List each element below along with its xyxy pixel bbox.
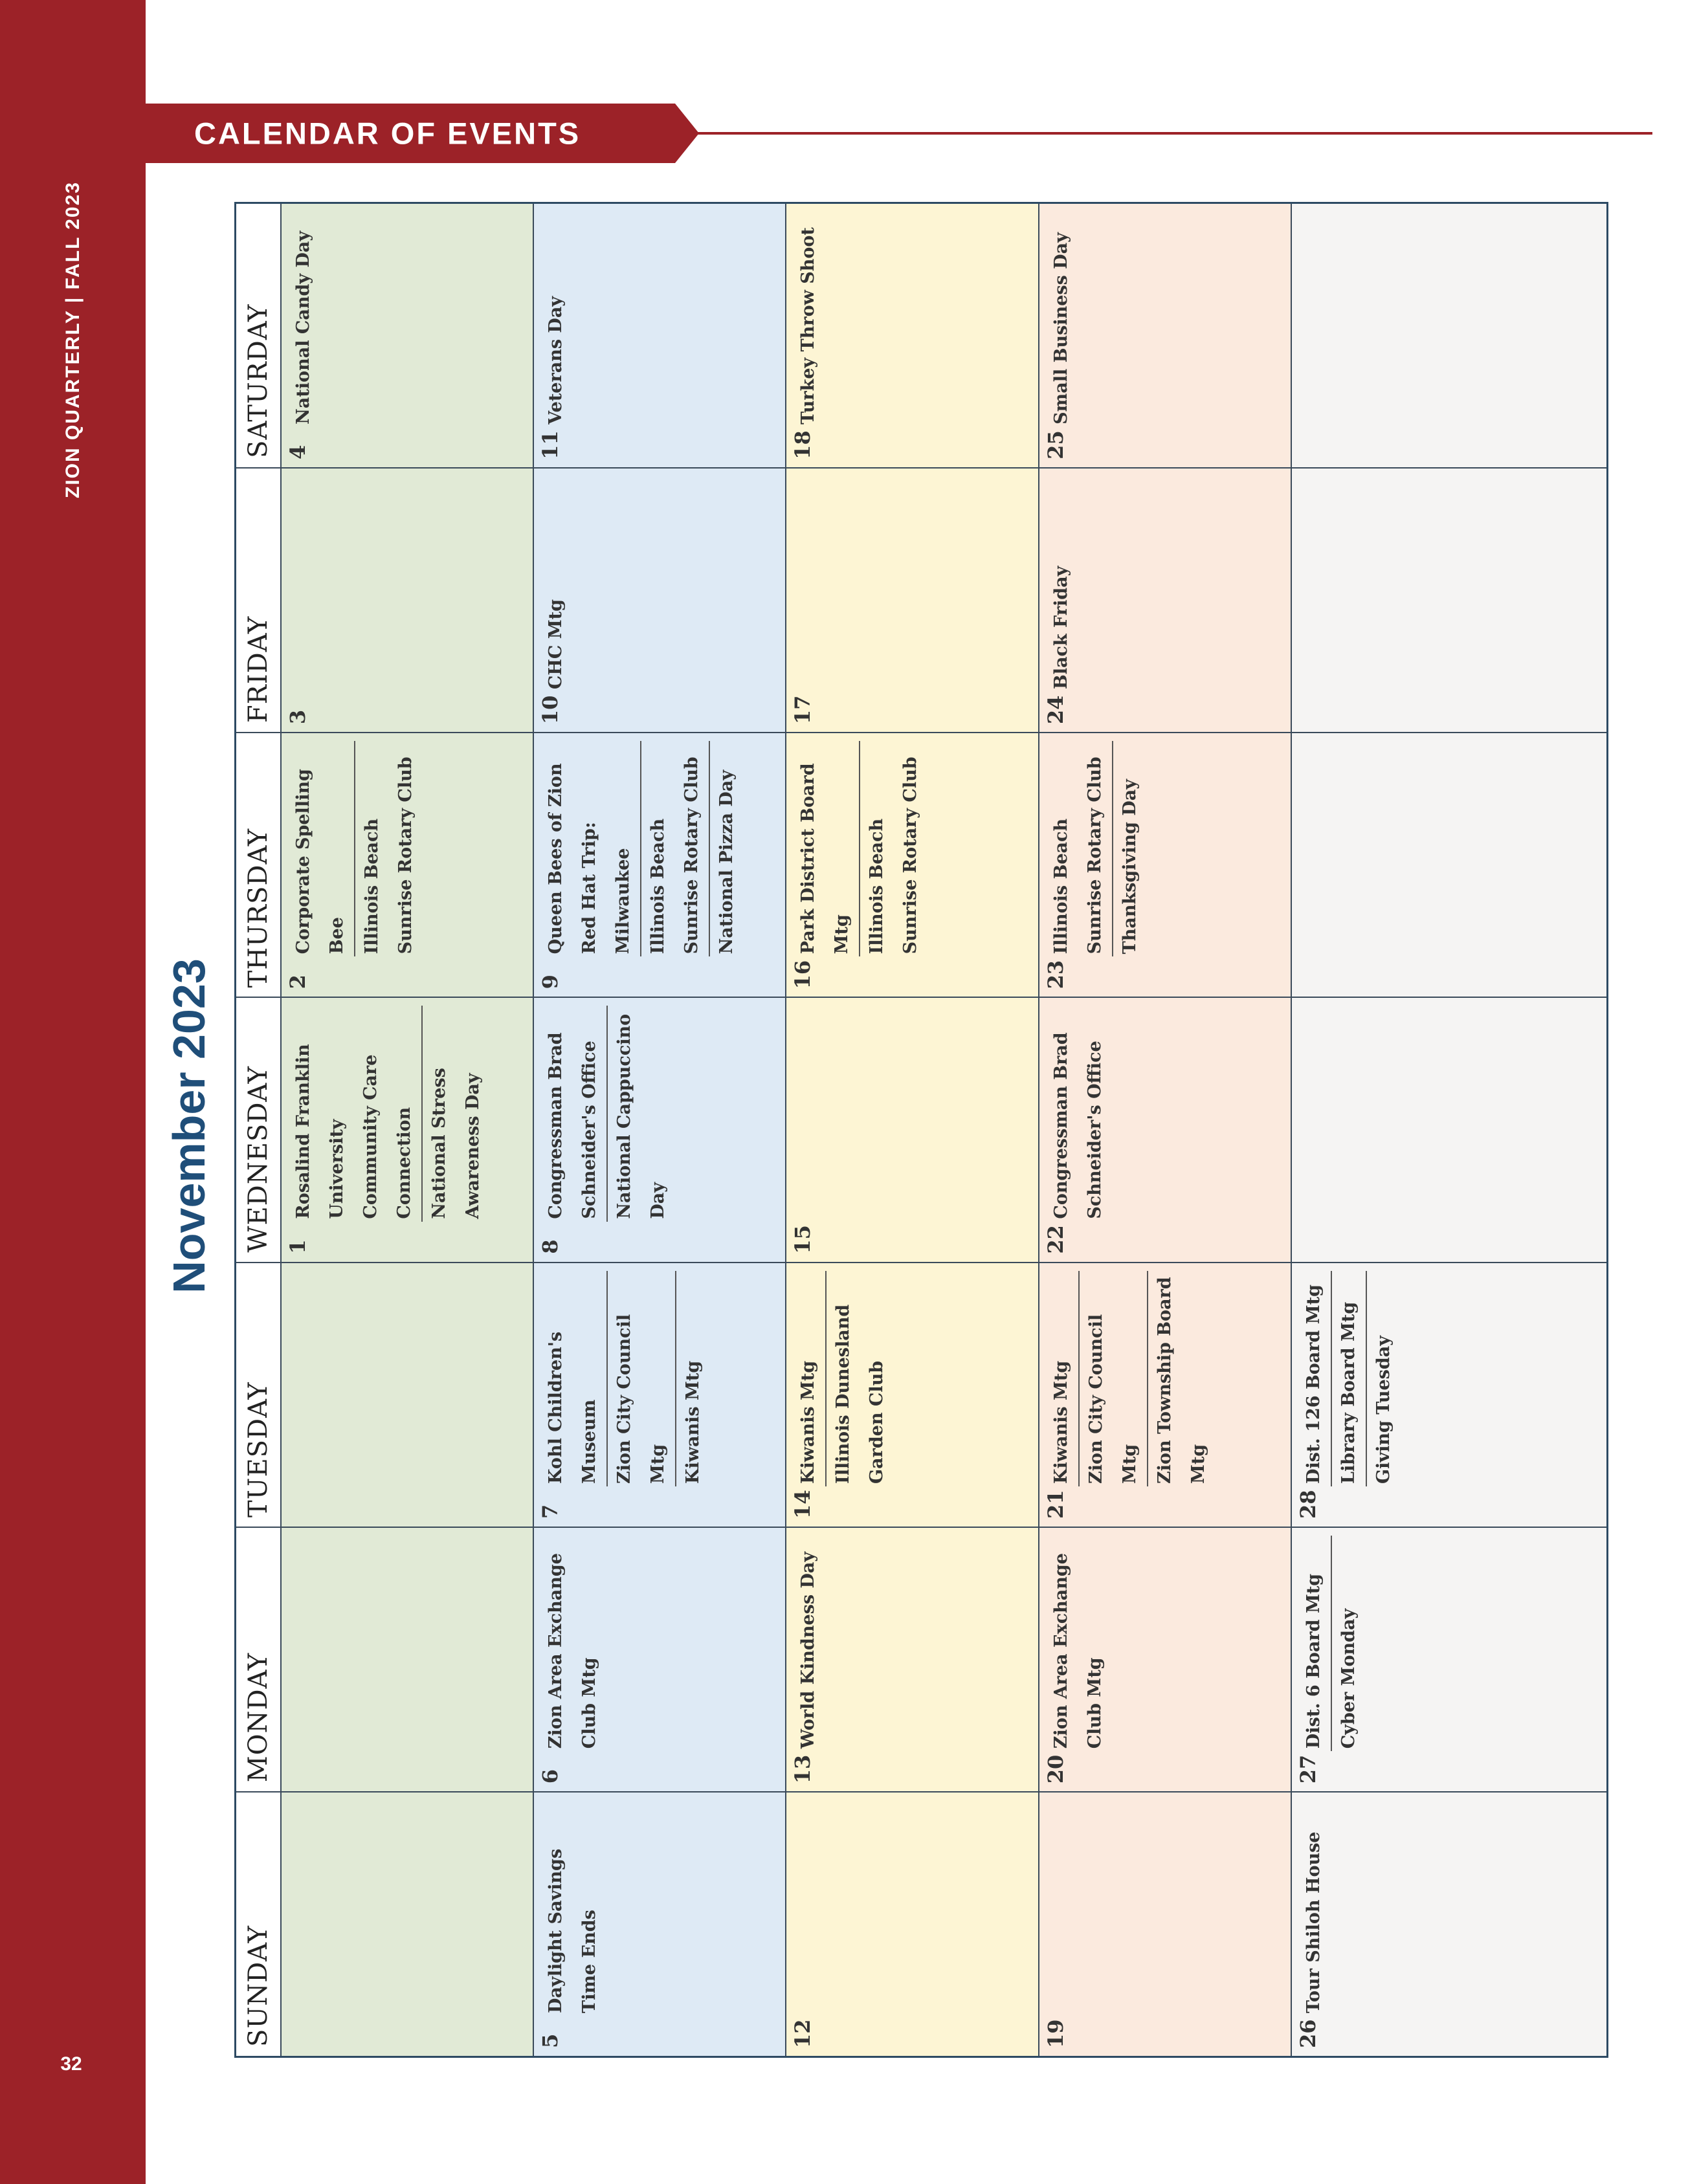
calendar-day-cell xyxy=(533,468,786,733)
calendar-day-cell xyxy=(281,997,533,1262)
event-list xyxy=(1045,1271,1216,1486)
calendar-body xyxy=(281,203,1608,2057)
event-list xyxy=(1297,1800,1331,2016)
calendar-week-row xyxy=(1291,203,1607,2057)
day-number: 1 xyxy=(285,1239,310,1254)
day-number: 27 xyxy=(1296,1754,1321,1784)
calendar-day-cell xyxy=(1291,1792,1607,2057)
calendar-day-cell xyxy=(1039,1263,1291,1527)
event-list xyxy=(1297,1271,1401,1486)
day-name: TUESDAY xyxy=(236,1263,281,1527)
day-cell-content xyxy=(282,998,533,1261)
event-item: Illinois Beach Sunrise Rotary Club xyxy=(354,741,423,956)
event-item: Illinois Beach Sunrise Rotary Club xyxy=(640,741,709,956)
day-number: 26 xyxy=(1296,2019,1321,2048)
day-name: SATURDAY xyxy=(236,203,281,468)
day-cell-content xyxy=(1039,204,1291,467)
event-list xyxy=(539,212,573,427)
day-name: MONDAY xyxy=(236,1527,281,1792)
event-item: Zion City Council Mtg xyxy=(606,1271,675,1486)
event-list xyxy=(1045,741,1147,956)
day-cell-content xyxy=(1292,733,1606,997)
event-item: Corporate Spelling Bee xyxy=(293,769,347,954)
event-item: Park District Board Mtg xyxy=(798,763,852,954)
calendar-day-cell xyxy=(1039,203,1291,468)
event-list xyxy=(539,1006,675,1221)
section-title: CALENDAR OF EVENTS xyxy=(194,116,581,151)
calendar-day-cell xyxy=(786,1527,1038,1792)
day-number: 11 xyxy=(537,430,562,459)
day-cell-content xyxy=(1292,1792,1606,2056)
calendar-day-cell xyxy=(786,468,1038,733)
event-item: National Stress Awareness Day xyxy=(421,1006,490,1221)
event-item: Kohl Children's Museum xyxy=(545,1331,599,1484)
day-number: 6 xyxy=(537,1769,562,1784)
day-number: 16 xyxy=(790,960,816,989)
day-name: THURSDAY xyxy=(236,733,281,997)
day-number: 15 xyxy=(790,1225,816,1254)
event-item: Illinois Beach Sunrise Rotary Club xyxy=(1050,756,1105,954)
day-number: 3 xyxy=(285,709,310,725)
event-list xyxy=(539,1271,710,1486)
day-number: 10 xyxy=(537,695,562,725)
event-list xyxy=(1045,1536,1112,1751)
event-item: Daylight Savings Time Ends xyxy=(545,1848,599,2013)
event-item: Tour Shiloh House xyxy=(1304,1831,1324,2013)
event-item: Zion Township Board Mtg xyxy=(1147,1271,1216,1486)
day-names-row xyxy=(236,203,281,2057)
calendar-day-cell xyxy=(533,1792,786,2057)
event-item: National Cappuccino Day xyxy=(606,1006,675,1221)
calendar-week-row xyxy=(786,203,1038,2057)
day-number: 4 xyxy=(285,445,310,459)
day-cell-content xyxy=(282,1263,533,1527)
calendar-day-cell xyxy=(533,203,786,468)
day-cell-content xyxy=(786,1263,1038,1527)
event-list xyxy=(539,1536,606,1751)
day-number: 19 xyxy=(1043,2019,1068,2048)
event-list xyxy=(792,212,825,427)
event-list xyxy=(792,741,927,956)
event-item: CHC Mtg xyxy=(545,599,566,690)
event-list xyxy=(1045,1006,1112,1221)
day-number: 28 xyxy=(1296,1490,1321,1519)
day-number: 24 xyxy=(1043,695,1068,725)
calendar-day-cell xyxy=(281,468,533,733)
day-cell-content xyxy=(1039,998,1291,1261)
day-number: 8 xyxy=(537,1239,562,1254)
calendar-day-cell xyxy=(786,733,1038,997)
day-number: 20 xyxy=(1043,1754,1068,1784)
event-list xyxy=(539,741,744,956)
event-item: Illinois Beach Sunrise Rotary Club xyxy=(859,741,927,956)
day-number: 2 xyxy=(285,975,310,989)
day-cell-content xyxy=(282,469,533,732)
calendar-day-cell xyxy=(281,1792,533,2057)
calendar-day-cell xyxy=(786,1263,1038,1527)
calendar-day-cell xyxy=(786,997,1038,1262)
day-cell-content xyxy=(786,1792,1038,2056)
calendar-day-cell xyxy=(1039,997,1291,1262)
day-number: 25 xyxy=(1043,430,1068,459)
day-cell-content xyxy=(786,204,1038,467)
event-list xyxy=(287,1006,490,1221)
day-cell-content xyxy=(1292,998,1606,1261)
day-cell-content xyxy=(1292,1528,1606,1791)
day-number: 17 xyxy=(790,695,816,725)
day-cell-content xyxy=(534,1528,785,1791)
calendar-day-cell xyxy=(1291,1527,1607,1792)
event-item: Kiwanis Mtg xyxy=(1050,1360,1071,1484)
day-number: 5 xyxy=(537,2033,562,2048)
event-item: Small Business Day xyxy=(1050,232,1071,425)
calendar-day-cell xyxy=(281,1263,533,1527)
calendar-day-cell xyxy=(1039,1792,1291,2057)
publication-title: ZION QUARTERLY | FALL 2023 xyxy=(62,181,83,498)
day-cell-content xyxy=(282,733,533,997)
calendar-table xyxy=(234,202,1608,2058)
event-item: Zion City Council Mtg xyxy=(1078,1271,1147,1486)
calendar-week-row xyxy=(533,203,786,2057)
calendar-day-cell xyxy=(281,203,533,468)
event-list xyxy=(539,476,573,692)
calendar-day-cell xyxy=(281,733,533,997)
day-number: 21 xyxy=(1043,1490,1068,1519)
day-number: 9 xyxy=(537,975,562,989)
day-cell-content xyxy=(534,998,785,1261)
day-cell-content xyxy=(282,204,533,467)
event-list xyxy=(1045,476,1078,692)
calendar-day-cell xyxy=(533,997,786,1262)
event-list xyxy=(792,1536,825,1751)
event-list xyxy=(792,1271,894,1486)
event-item: Kiwanis Mtg xyxy=(798,1360,819,1484)
calendar-grid xyxy=(234,202,1608,2058)
event-item: National Candy Day xyxy=(293,230,313,425)
day-number: 14 xyxy=(790,1490,816,1519)
day-cell-content xyxy=(786,1528,1038,1791)
calendar-day-cell xyxy=(1291,1263,1607,1527)
calendar-day-cell xyxy=(533,733,786,997)
day-cell-content xyxy=(1039,733,1291,997)
calendar-day-cell xyxy=(786,203,1038,468)
day-cell-content xyxy=(1292,1263,1606,1527)
day-cell-content xyxy=(534,1792,785,2056)
day-cell-content xyxy=(1292,204,1606,467)
day-name: SUNDAY xyxy=(236,1792,281,2057)
day-cell-content xyxy=(786,469,1038,732)
event-item: Zion Area Exchange Club Mtg xyxy=(545,1553,599,1749)
event-item: Library Board Mtg xyxy=(1331,1271,1366,1486)
day-number: 22 xyxy=(1043,1225,1068,1254)
event-item: Congressman Brad Schneider's Office xyxy=(545,1032,599,1219)
day-cell-content xyxy=(534,1263,785,1527)
calendar-day-cell xyxy=(533,1527,786,1792)
day-name: WEDNESDAY xyxy=(236,997,281,1262)
day-number: 18 xyxy=(790,430,816,459)
calendar-week-row xyxy=(281,203,533,2057)
day-cell-content xyxy=(282,1528,533,1791)
calendar-day-cell xyxy=(1291,997,1607,1262)
page-number: 32 xyxy=(60,2053,82,2075)
day-cell-content xyxy=(534,733,785,997)
calendar-day-cell xyxy=(1291,203,1607,468)
day-cell-content xyxy=(534,204,785,467)
day-cell-content xyxy=(786,733,1038,997)
event-item: World Kindness Day xyxy=(798,1551,819,1749)
event-item: Giving Tuesday xyxy=(1366,1271,1401,1486)
event-item: Veterans Day xyxy=(545,296,566,425)
event-item: Turkey Throw Shoot xyxy=(798,227,819,425)
calendar-day-cell xyxy=(533,1263,786,1527)
event-list xyxy=(1045,212,1078,427)
event-item: Rosalind Franklin University Community Care Connection xyxy=(293,1044,414,1219)
event-item: Queen Bees of Zion Red Hat Trip: Milwaukee xyxy=(545,763,633,954)
calendar-day-cell xyxy=(1039,733,1291,997)
event-item: Dist. 6 Board Mtg xyxy=(1304,1573,1324,1749)
event-item: Dist. 126 Board Mtg xyxy=(1304,1284,1324,1484)
event-item: Thanksgiving Day xyxy=(1112,741,1147,956)
event-item: Illinois Dunesland Garden Club xyxy=(825,1271,894,1486)
day-cell-content xyxy=(1039,1263,1291,1527)
day-cell-content xyxy=(1039,1792,1291,2056)
event-item: Cyber Monday xyxy=(1331,1536,1366,1751)
day-number: 7 xyxy=(537,1504,562,1519)
event-item: Congressman Brad Schneider's Office xyxy=(1050,1032,1105,1219)
day-cell-content xyxy=(1039,1528,1291,1791)
event-item: Zion Area Exchange Club Mtg xyxy=(1050,1553,1105,1749)
calendar-day-cell xyxy=(1291,733,1607,997)
calendar-day-cell xyxy=(281,1527,533,1792)
event-list xyxy=(1297,1536,1366,1751)
day-cell-content xyxy=(534,469,785,732)
header-rule xyxy=(696,132,1652,135)
calendar-day-cell xyxy=(786,1792,1038,2057)
event-list xyxy=(287,212,320,427)
day-number: 12 xyxy=(790,2019,816,2048)
day-cell-content xyxy=(786,998,1038,1261)
day-name: FRIDAY xyxy=(236,468,281,733)
event-list xyxy=(287,741,423,956)
day-cell-content xyxy=(1039,469,1291,732)
event-item: Kiwanis Mtg xyxy=(675,1271,710,1486)
event-list xyxy=(539,1800,606,2016)
day-number: 13 xyxy=(790,1754,816,1784)
calendar-day-cell xyxy=(1039,1527,1291,1792)
day-number: 23 xyxy=(1043,960,1068,989)
calendar-day-cell xyxy=(1291,468,1607,733)
day-cell-content xyxy=(282,1792,533,2056)
day-cell-content xyxy=(1292,469,1606,732)
calendar-week-row xyxy=(1039,203,1291,2057)
month-title: November 2023 xyxy=(164,958,214,1294)
event-item: Black Friday xyxy=(1050,566,1071,690)
event-item: National Pizza Day xyxy=(709,741,744,956)
calendar-day-cell xyxy=(1039,468,1291,733)
